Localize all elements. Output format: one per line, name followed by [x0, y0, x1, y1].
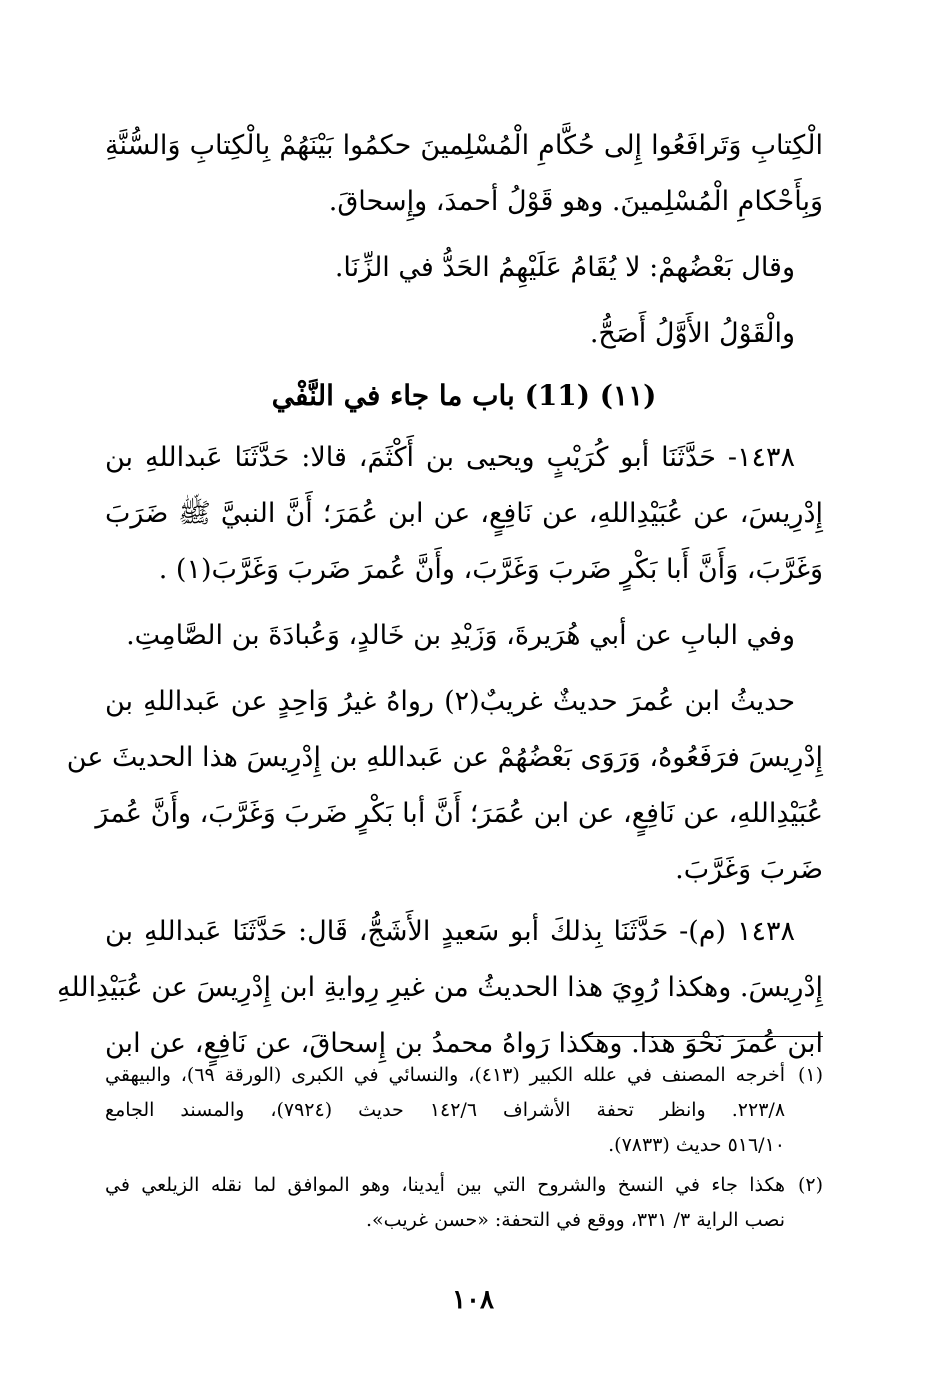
text-line: ١٤٣٨- حَدَّثَنَا أبو كُرَيْبٍ ويحيى بن أَكْثَمَ، قالا: حَدَّثَنَا عَبداللهِ بن	[105, 442, 795, 473]
chapter-heading: (١١) (11) باب ما جاء في النَّفْي	[271, 379, 657, 412]
text-line: ١٤٣٨ (م)- حَدَّثَنَا بِذلكَ أبو سَعيدٍ الأَشَجُّ، قَال: حَدَّثَنَا عَبداللهِ بن	[105, 916, 795, 947]
footnote-text: ٥١٦/١٠ حديث (٧٨٣٣).	[608, 1134, 785, 1156]
hadith-comment-paragraph	[66, 674, 823, 898]
text-line: وَغَرَّبَ، وَأَنَّ أَبا بَكْرٍ ضَربَ وَغَرَّبَ، وأَنَّ عُمرَ ضَربَ وَغَرَّبَ(١) .	[158, 554, 823, 585]
text-line: حديثُ ابن عُمرَ حديثٌ غريبٌ(٢) رواهُ غيرُ وَاحِدٍ عن عَبداللهِ بن	[105, 686, 796, 717]
hadith-paragraph	[56, 904, 823, 1072]
footnote-text: هكذا جاء في النسخ والشروح التي بين أيدينا، وهو الموافق لما نقله الزيلعي في	[105, 1174, 785, 1196]
text-line: إِدْرِيسَ، عن عُبَيْدِاللهِ، عن نَافِعٍ، عن ابن عُمَرَ؛ أَنَّ النبيَّ ﷺ ضَرَبَ	[105, 498, 823, 529]
footnote-number: (١)	[797, 1064, 824, 1086]
footnote-text: أخرجه المصنف في علله الكبير (٤١٣)، والنسائي في الكبرى (الورقة ٦٩)، والبيهقي	[105, 1064, 786, 1086]
text-line: وقال بَعْضُهمْ: لا يُقَامُ عَلَيْهِمُ الحَدُّ في الزِّنَا.	[334, 252, 795, 283]
footnote-text: ٢٢٣/٨. وانظر تحفة الأشراف ١٤٢/٦ حديث (٧٩٢٤)، والمسند الجامع	[105, 1099, 786, 1121]
footnote-text: نصب الراية ٣/ ٣٣١، ووقع في التحفة: «حسن غريب».	[366, 1209, 785, 1231]
page-number: ١٠٨	[452, 1285, 494, 1315]
text-line: وفي البابِ عن أبي هُرَيرةَ، وَزَيْدِ بن خَالدٍ، وَعُبادَةَ بن الصَّامِتِ.	[126, 620, 795, 651]
text-line: الْكِتابِ وَتَرافَعُوا إِلى حُكَّامِ الْمُسْلِمينَ حكمُوا بَيْنَهُمْ بِالْكِتابِ وَالسُّنَّةِ	[105, 130, 823, 161]
footnote-2	[105, 1168, 823, 1238]
main-text	[56, 118, 823, 1072]
text-line: ابن عُمرَ نَحْوَ هذا. وهكذا رَواهُ محمدُ بن إِسحاقَ، عن نَافِعٍ، عن ابن	[105, 1028, 823, 1059]
text-line: إِدْرِيسَ فرَفَعُوهُ، وَرَوَى بَعْضُهُمْ عن عَبداللهِ بن إِدْرِيسَ هذا الحديثَ عن	[66, 742, 823, 773]
footnote-number: (٢)	[797, 1174, 823, 1196]
hadith-paragraph	[105, 430, 823, 598]
text-line: عُبَيْدِاللهِ، عن نَافِعٍ، عن ابن عُمَرَ؛ أَنَّ أبا بَكْرٍ ضَربَ وَغَرَّبَ، وأَنَّ عُمرَ	[95, 798, 823, 829]
text-line: وَبِأَحْكامِ الْمُسْلِمينَ. وهو قَوْلُ أحمدَ، وإِسحاقَ.	[328, 186, 823, 217]
footnote-1	[105, 1058, 823, 1163]
text-line: والْقَوْلُ الأَوَّلُ أَصَحُّ.	[589, 318, 795, 349]
text-line: ضَربَ وَغَرَّبَ.	[675, 854, 823, 885]
text-line: إِدْرِيسَ. وهكذا رُوِيَ هذا الحديثُ من غيرِ رِوايةِ ابن إِدْرِيسَ عن عُبَيْدِاللهِ	[56, 972, 823, 1003]
footnote-separator	[588, 1036, 823, 1037]
